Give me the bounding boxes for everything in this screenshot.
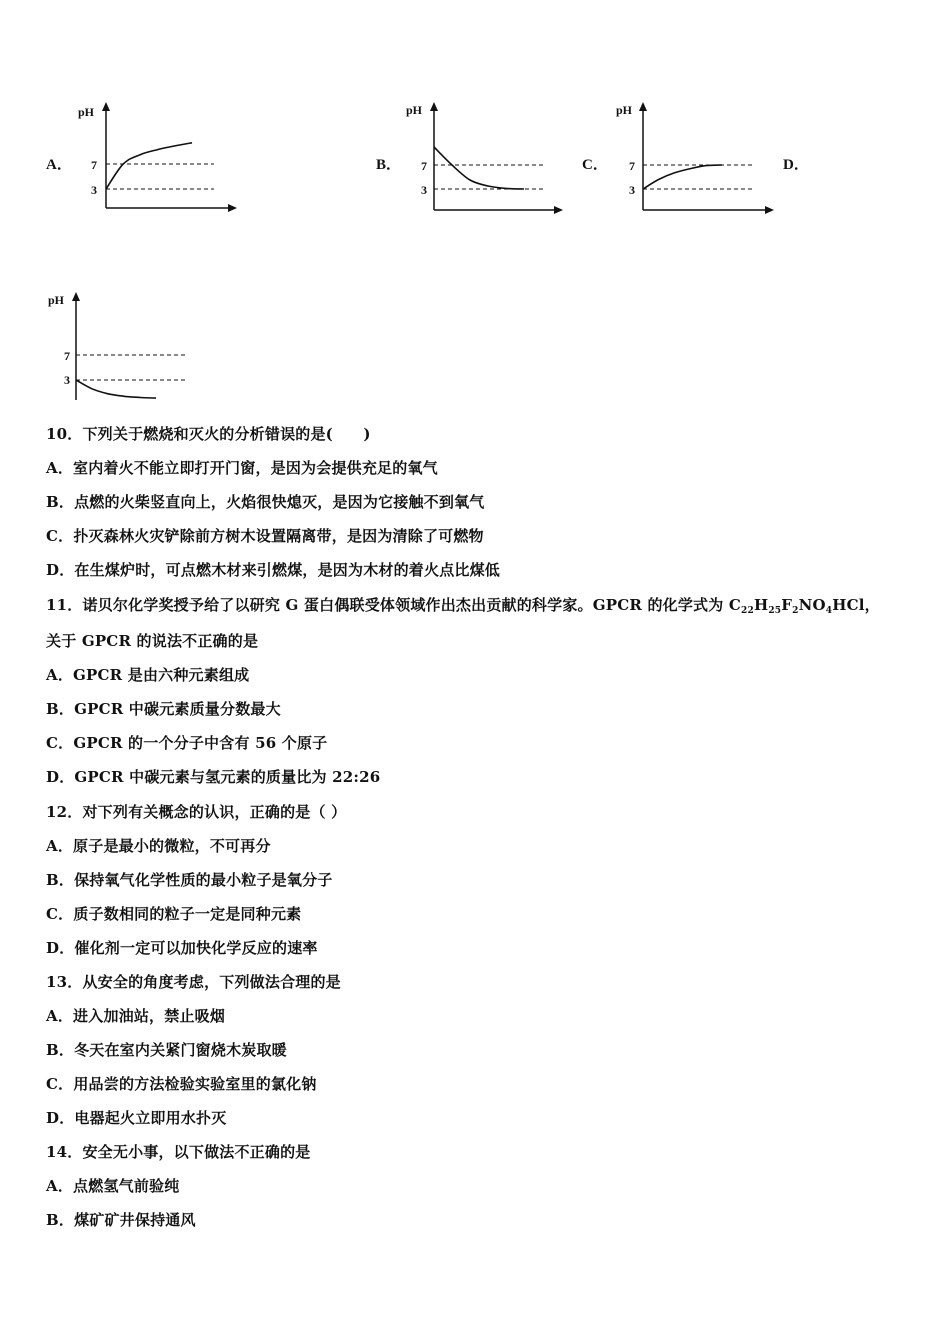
q12-option-d: D．催化剂一定可以加快化学反应的速率 [46, 939, 318, 957]
graph-b [402, 98, 572, 218]
graph-d [46, 288, 216, 408]
graph-a-x-arrow [228, 204, 237, 212]
gpcr-formula: $C_{22}H_{25}F_2NO_4HCl$ [728, 596, 865, 616]
q10-stem: 10．下列关于燃烧和灭火的分析错误的是( ) [46, 425, 371, 443]
option-c-label: C． [582, 157, 608, 173]
graph-d-y-arrow [72, 292, 80, 301]
graph-d-y-label: pH [48, 293, 65, 307]
q11-option-b: B．GPCR 中碳元素质量分数最大 [46, 700, 281, 718]
q13-stem: 13．从安全的角度考虑，下列做法合理的是 [46, 973, 341, 991]
graph-c [612, 98, 782, 218]
graph-d-curve [76, 380, 156, 398]
graph-a-tick-7: 7 [91, 158, 97, 172]
option-d-label: D． [783, 157, 809, 173]
graph-a [74, 98, 244, 218]
q10-option-a: A．室内着火不能立即打开门窗，是因为会提供充足的氧气 [46, 459, 438, 477]
graph-a-y-label: pH [78, 105, 95, 119]
graph-c-curve [643, 165, 722, 189]
graph-b-x-arrow [554, 206, 563, 214]
graph-c-y-arrow [639, 102, 647, 111]
q13-option-d: D．电器起火立即用水扑灭 [46, 1109, 227, 1127]
q10-option-c: C．扑灭森林火灾铲除前方树木设置隔离带，是因为清除了可燃物 [46, 527, 484, 545]
graph-c-y-label: pH [616, 103, 633, 117]
graph-a-tick-3: 3 [91, 183, 97, 197]
q13-option-b: B．冬天在室内关紧门窗烧木炭取暖 [46, 1041, 287, 1059]
graph-d-tick-3: 3 [64, 373, 70, 387]
q14-option-a: A．点燃氢气前验纯 [46, 1177, 180, 1195]
q13-option-a: A．进入加油站，禁止吸烟 [46, 1007, 226, 1025]
q12-stem: 12．对下列有关概念的认识，正确的是（ ） [46, 803, 347, 821]
q11-option-c: C．GPCR 的一个分子中含有 56 个原子 [46, 734, 328, 752]
graph-b-tick-7: 7 [421, 159, 427, 173]
q12-option-a: A．原子是最小的微粒，不可再分 [46, 837, 271, 855]
graph-b-curve [434, 147, 524, 189]
graph-d-tick-7: 7 [64, 349, 70, 363]
q11-stem-line2: 关于 GPCR 的说法不正确的是 [46, 632, 259, 650]
q12-option-b: B．保持氧气化学性质的最小粒子是氧分子 [46, 871, 333, 889]
option-a-label: A． [46, 157, 72, 173]
q11-stem-line1: 11．诺贝尔化学奖授予给了以研究 G 蛋白偶联受体领域作出杰出贡献的科学家。GPCR 的化学式为 $C_{22}H_{25}F_2NO_4HCl$， [46, 596, 880, 616]
graph-a-y-arrow [102, 102, 110, 111]
graph-c-tick-3: 3 [629, 183, 635, 197]
q11-stem-text: 11．诺贝尔化学奖授予给了以研究 G 蛋白偶联受体领域作出杰出贡献的科学家。GPCR 的化学式为 [46, 596, 729, 614]
q12-option-c: C．质子数相同的粒子一定是同种元素 [46, 905, 302, 923]
q10-option-b: B．点燃的火柴竖直向上，火焰很快熄灭，是因为它接触不到氧气 [46, 493, 485, 511]
q11-option-d: D．GPCR 中碳元素与氢元素的质量比为 22:26 [46, 768, 381, 786]
graph-c-tick-7: 7 [629, 159, 635, 173]
graph-c-x-arrow [765, 206, 774, 214]
q10-option-d: D．在生煤炉时，可点燃木材来引燃煤，是因为木材的着火点比煤低 [46, 561, 501, 579]
graph-b-tick-3: 3 [421, 183, 427, 197]
q11-option-a: A．GPCR 是由六种元素组成 [46, 666, 250, 684]
q14-option-b: B．煤矿矿井保持通风 [46, 1211, 196, 1229]
q14-stem: 14．安全无小事，以下做法不正确的是 [46, 1143, 311, 1161]
option-b-label: B． [376, 157, 402, 173]
graph-b-y-arrow [430, 102, 438, 111]
q13-option-c: C．用品尝的方法检验实验室里的氯化钠 [46, 1075, 317, 1093]
graph-b-y-label: pH [406, 103, 423, 117]
graph-a-curve [106, 143, 192, 189]
